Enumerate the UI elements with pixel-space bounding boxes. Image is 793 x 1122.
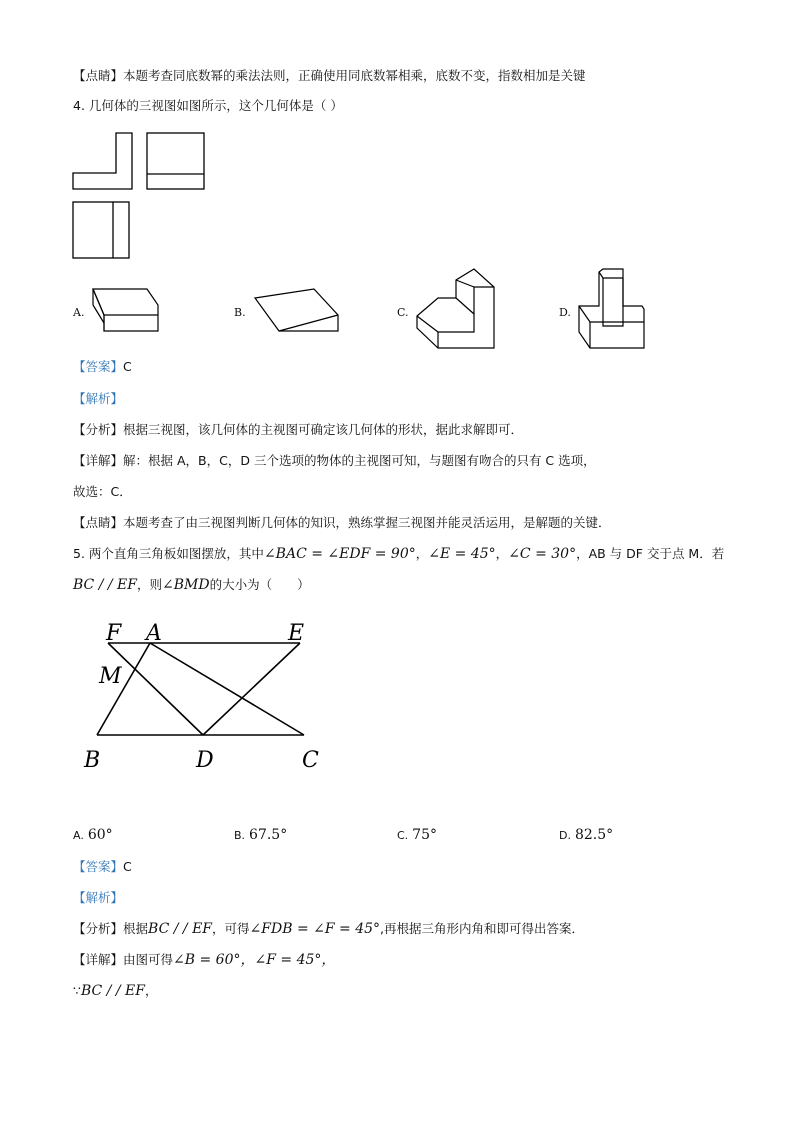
front-view bbox=[73, 133, 132, 189]
xiangjie-text: 由图可得 bbox=[123, 952, 174, 967]
q4-stem bbox=[73, 97, 343, 115]
option-label: C. bbox=[397, 306, 409, 319]
question-number: 5. bbox=[73, 546, 85, 561]
math-expr: ∠C = 30° bbox=[508, 546, 577, 562]
math-expr: BC / / EF bbox=[73, 577, 137, 593]
label-c: C bbox=[302, 748, 319, 773]
q4-conclusion bbox=[73, 483, 132, 501]
answer-value: C bbox=[123, 359, 132, 374]
option-label: C. bbox=[397, 829, 409, 842]
analysis-tag: 【解析】 bbox=[73, 890, 124, 905]
label-d: D bbox=[196, 748, 214, 773]
tip-tag: 【点睛】 bbox=[73, 68, 124, 83]
q4-fenxi bbox=[73, 421, 523, 439]
side-view bbox=[147, 133, 204, 189]
stem-text: 两个直角三角板如图摆放，其中 bbox=[88, 546, 264, 561]
fenxi-text: 根据 bbox=[123, 921, 149, 936]
option-label: B. bbox=[234, 306, 246, 319]
q5-fenxi bbox=[73, 920, 584, 938]
label-b: B bbox=[84, 748, 101, 773]
label-f: F bbox=[106, 621, 122, 646]
q5-option-a[interactable] bbox=[73, 827, 113, 843]
math-expr: ∠E = 45° bbox=[428, 546, 496, 562]
segment-ab bbox=[97, 643, 150, 735]
segment-fd bbox=[108, 643, 203, 735]
answer-tag: 【答案】 bbox=[73, 359, 124, 374]
tip-text: 本题考查同底数幂的乘法法则，正确使用同底数幂相乘，底数不变，指数相加是关键 bbox=[123, 68, 586, 83]
tip-text: 本题考查了由三视图判断几何体的知识，熟练掌握三视图并能灵活运用，是解题的关键． bbox=[123, 515, 611, 530]
q4-option-a[interactable] bbox=[73, 304, 84, 319]
math-expr: ∠B = 60°，∠F = 45°， bbox=[173, 952, 336, 968]
fenxi-text: ，可得 bbox=[212, 921, 250, 936]
option-value: 60° bbox=[87, 827, 113, 843]
option-label: A. bbox=[73, 829, 84, 842]
stem-text: ，则 bbox=[136, 577, 162, 592]
label-e: E bbox=[288, 621, 305, 646]
q5-stem-line2 bbox=[73, 576, 310, 594]
option-value: 82.5° bbox=[574, 827, 614, 843]
fenxi-tag: 【分析】 bbox=[73, 921, 124, 936]
fenxi-text: 根据三视图，该几何体的主视图可确定该几何体的形状，据此求解即可． bbox=[123, 422, 524, 437]
option-label: D. bbox=[559, 829, 571, 842]
option-value: 67.5° bbox=[249, 827, 288, 843]
math-expr: BC / / EF bbox=[80, 983, 145, 999]
label-a: A bbox=[146, 621, 162, 646]
conclusion-text: 故选：C． bbox=[73, 484, 132, 499]
q4-option-b[interactable] bbox=[234, 304, 246, 319]
option-label: B. bbox=[234, 829, 246, 842]
tip-tag: 【点睛】 bbox=[73, 515, 124, 530]
question-number: 4. bbox=[73, 98, 85, 113]
q5-stem-line1: 5. 两个直角三角板如图摆放，其中∠BAC = ∠EDF = 90°，∠E = 45°，∠C = 30°，AB 与 DF 交于点 M．若 bbox=[73, 546, 725, 562]
triangles-figure bbox=[80, 615, 340, 775]
analysis-tag: 【解析】 bbox=[73, 391, 124, 406]
option-a-solid bbox=[92, 288, 162, 334]
math-expr: ∠FDB = ∠F = 45° bbox=[249, 921, 381, 937]
stem-text: ，AB 与 DF 交于点 M．若 bbox=[576, 546, 725, 561]
segment-ed bbox=[203, 643, 300, 735]
three-views-figure bbox=[72, 132, 212, 262]
q4-xiangjie bbox=[73, 452, 596, 470]
option-d-solid bbox=[578, 268, 650, 352]
punctuation: ， bbox=[144, 983, 158, 998]
option-label: A. bbox=[73, 306, 85, 319]
xiangjie-text: 解：根据 A，B，C，D 三个选项的物体的主视图可知，与题图有吻合的只有 C 选项， bbox=[123, 453, 596, 468]
fenxi-tag: 【分析】 bbox=[73, 422, 124, 437]
answer-value: C bbox=[123, 859, 132, 874]
q5-option-d[interactable] bbox=[559, 827, 613, 843]
xiangjie-tag: 【详解】 bbox=[73, 952, 124, 967]
q4-answer bbox=[73, 358, 132, 376]
q5-answer bbox=[73, 858, 132, 876]
q5-analysis-header bbox=[73, 889, 123, 907]
option-value: 75° bbox=[412, 827, 437, 843]
option-c-solid bbox=[416, 268, 498, 350]
math-expr: ∠BMD bbox=[162, 577, 210, 593]
xiangjie-tag: 【详解】 bbox=[73, 453, 124, 468]
q5-option-c[interactable] bbox=[397, 827, 437, 843]
q5-because-line bbox=[73, 982, 157, 1000]
option-label: D. bbox=[559, 306, 571, 319]
q5-option-b[interactable] bbox=[234, 827, 287, 843]
math-expr: ∠BAC = ∠EDF = 90° bbox=[263, 546, 416, 562]
because-symbol: ∵ bbox=[73, 983, 81, 998]
option-b-solid bbox=[254, 288, 340, 334]
q5-xiangjie bbox=[73, 951, 335, 969]
segment-ac bbox=[150, 643, 304, 735]
question-text: 几何体的三视图如图所示，这个几何体是（ ） bbox=[88, 98, 343, 113]
q3-tip bbox=[73, 67, 586, 85]
fenxi-text: ,再根据三角形内角和即可得出答案． bbox=[380, 921, 584, 936]
q4-tip bbox=[73, 514, 611, 532]
stem-text: 的大小为（ ） bbox=[209, 577, 310, 592]
q4-analysis-header bbox=[73, 390, 123, 408]
q4-option-c[interactable] bbox=[397, 304, 409, 319]
answer-tag: 【答案】 bbox=[73, 859, 124, 874]
label-m: M bbox=[99, 664, 122, 689]
top-view bbox=[73, 202, 129, 258]
math-expr: BC / / EF bbox=[148, 921, 213, 937]
q4-option-d[interactable] bbox=[559, 304, 571, 319]
